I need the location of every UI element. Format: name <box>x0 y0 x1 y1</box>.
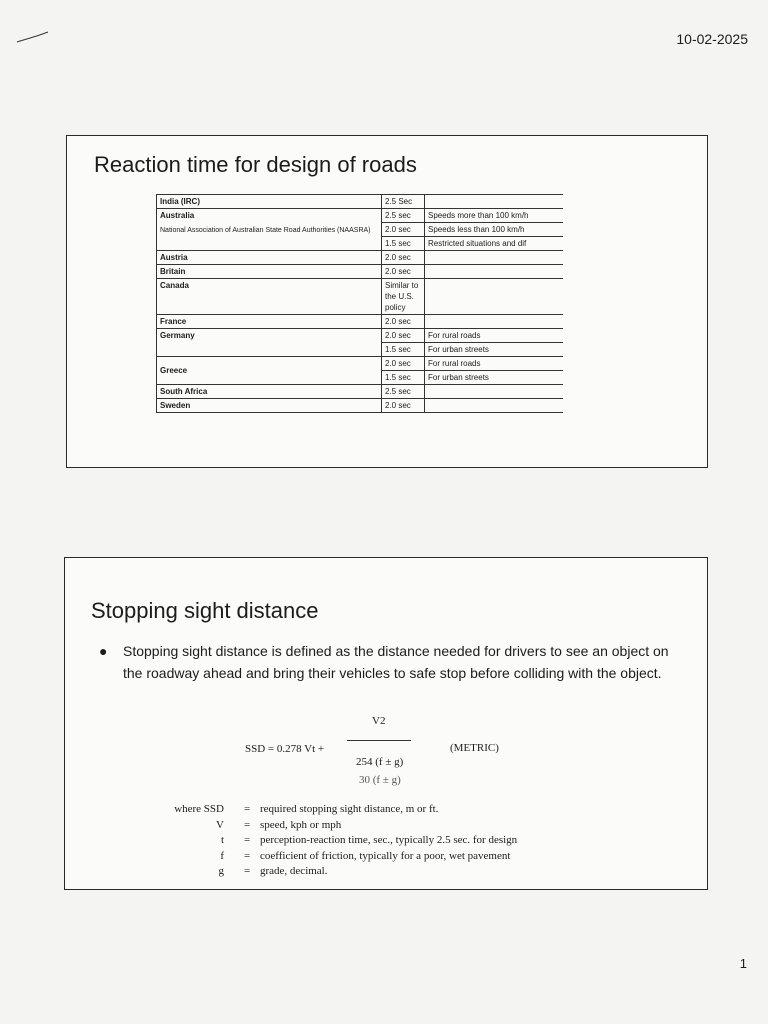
country-cell: Germany <box>157 329 382 357</box>
country-cell: South Africa <box>157 385 382 399</box>
country-cell: India (IRC) <box>157 195 382 209</box>
table-row <box>157 279 564 315</box>
table-row <box>157 357 564 371</box>
definition-symbol: V <box>216 818 224 831</box>
note-cell: Speeds more than 100 km/h <box>425 209 564 223</box>
note-cell: For rural roads <box>425 357 564 371</box>
time-cell: 2.0 sec <box>382 399 425 413</box>
country-name: Australia <box>160 211 195 220</box>
definition-symbol: t <box>220 834 224 846</box>
note-cell <box>425 315 564 329</box>
time-cell: 2.0 sec <box>382 357 425 371</box>
note-cell <box>425 399 564 413</box>
formula-lhs: SSD = 0.278 Vt + <box>245 743 325 755</box>
time-cell: 2.0 sec <box>382 329 425 343</box>
note-cell: For rural roads <box>425 329 564 343</box>
note-cell <box>425 251 564 265</box>
country-cell: Canada <box>157 279 382 315</box>
definition-text: required stopping sight distance, m or ft. <box>260 803 439 815</box>
definition-symbol: f <box>220 849 224 862</box>
page-number: 1 <box>739 956 747 971</box>
definition-text: speed, kph or mph <box>260 818 342 831</box>
country-cell: Austria <box>157 251 382 265</box>
table-row <box>157 315 564 329</box>
slide-title: Stopping sight distance <box>91 598 319 623</box>
note-cell: For urban streets <box>425 343 564 357</box>
country-cell: Britain <box>157 265 382 279</box>
reaction-time-slide <box>66 135 708 468</box>
country-subtext: National Association of Australian State Road Authorities (NAASRA) <box>160 227 371 234</box>
time-cell: 2.5 Sec <box>382 195 425 209</box>
table-row <box>157 385 564 399</box>
formula-denominator: 254 (f ± g) <box>356 756 404 768</box>
definition-symbol: where SSD <box>174 803 224 815</box>
definition-equals: = <box>244 834 251 846</box>
note-cell <box>425 385 564 399</box>
country-cell: France <box>157 315 382 329</box>
fraction-line <box>347 740 411 741</box>
note-cell <box>425 265 564 279</box>
time-cell: 2.0 sec <box>382 315 425 329</box>
definition-equals: = <box>244 803 251 815</box>
table-row <box>157 265 564 279</box>
formula-numerator: V2 <box>372 715 386 727</box>
definition-equals: = <box>244 818 251 831</box>
date-stamp: 10-02-2025 <box>676 31 748 47</box>
table-row <box>157 399 564 413</box>
bullet-point <box>99 640 669 684</box>
table-row <box>157 329 564 343</box>
time-cell: 2.0 sec <box>382 265 425 279</box>
time-cell: 2.0 sec <box>382 251 425 265</box>
time-cell: 1.5 sec <box>382 343 425 357</box>
slide-title: Reaction time for design of roads <box>94 152 417 177</box>
time-cell: 2.5 sec <box>382 209 425 223</box>
note-cell: Speeds less than 100 km/h <box>425 223 564 237</box>
country-cell <box>157 209 382 251</box>
definition-text: grade, decimal. <box>260 865 328 877</box>
reaction-time-table <box>156 194 563 413</box>
formula-tag: (METRIC) <box>450 742 499 754</box>
formula-ghost-text: 30 (f ± g) <box>359 774 401 786</box>
time-cell: 2.5 sec <box>382 385 425 399</box>
pen-mark <box>16 30 52 44</box>
time-cell: 1.5 sec <box>382 371 425 385</box>
time-cell: Similar to the U.S. policy <box>382 279 425 315</box>
bullet-text: Stopping sight distance is defined as the distance needed for drivers to see an object on the roadway ahead and bring their vehicles to safe stop before colliding with the object. <box>123 643 669 681</box>
definition-text: coefficient of friction, typically for a poor, wet pavement <box>260 849 511 862</box>
note-cell <box>425 195 564 209</box>
note-cell: Restricted situations and dif <box>425 237 564 251</box>
stopping-sight-distance-slide <box>64 557 708 890</box>
definition-symbol: g <box>218 865 224 877</box>
time-cell: 1.5 sec <box>382 237 425 251</box>
definition-text: perception-reaction time, sec., typically 2.5 sec. for design <box>260 834 518 846</box>
country-cell: Greece <box>157 357 382 385</box>
table-row <box>157 251 564 265</box>
definition-equals: = <box>244 865 251 877</box>
definition-equals: = <box>244 849 251 862</box>
table-row <box>157 209 564 223</box>
note-cell <box>425 279 564 315</box>
time-cell: 2.0 sec <box>382 223 425 237</box>
table-row <box>157 195 564 209</box>
country-cell: Sweden <box>157 399 382 413</box>
note-cell: For urban streets <box>425 371 564 385</box>
bullet-icon: ● <box>99 643 108 659</box>
